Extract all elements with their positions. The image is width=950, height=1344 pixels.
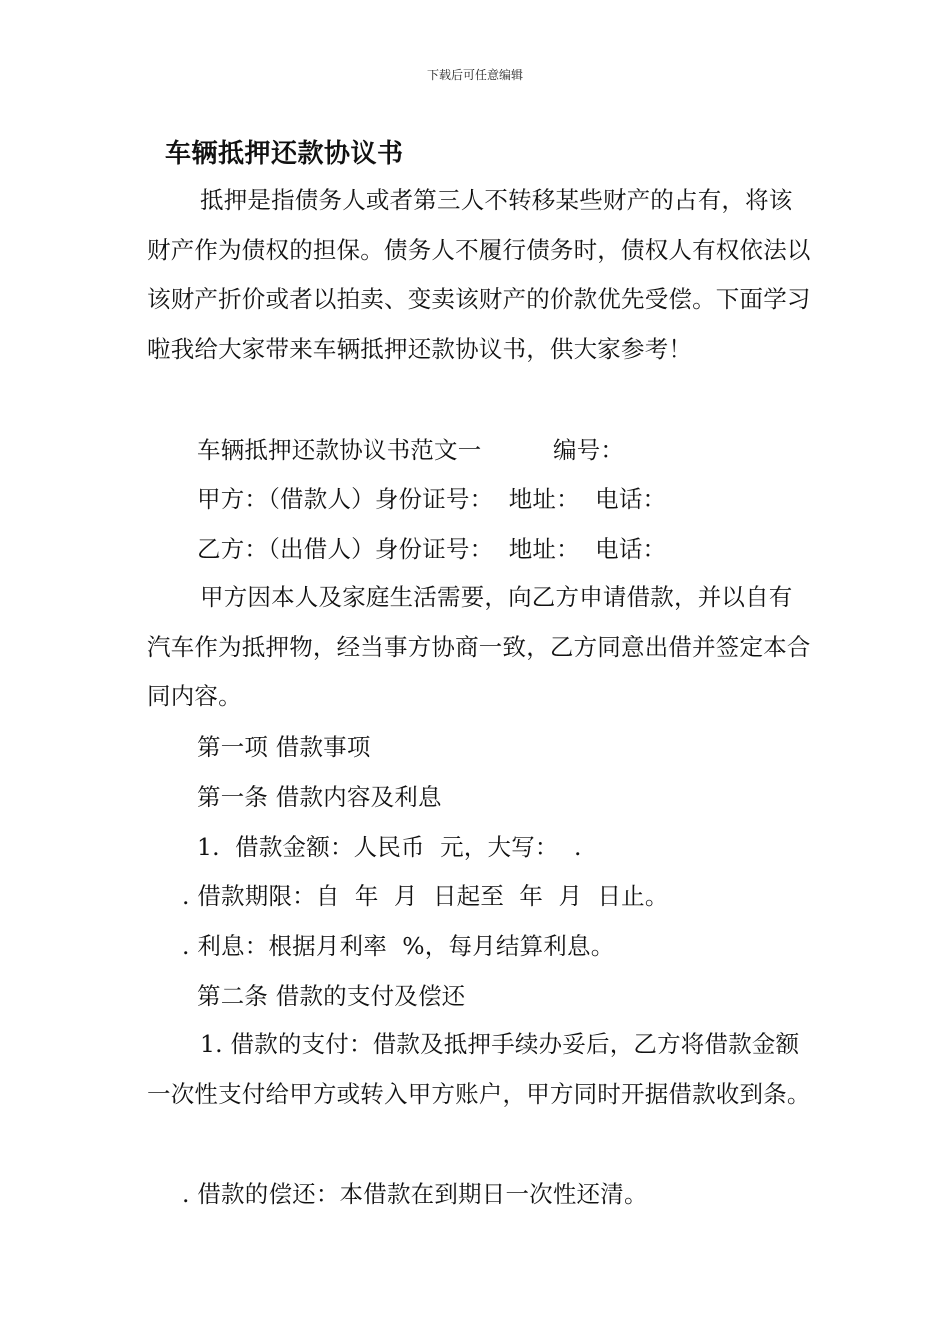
article-2-heading: 第二条 借款的支付及偿还 <box>197 982 466 1010</box>
section-1-heading: 第一项 借款事项 <box>197 733 371 761</box>
item-repayment: . 借款的偿还：本借款在到期日一次性还清。 <box>182 1180 648 1208</box>
number-label: 编号： <box>553 436 625 464</box>
party-b-line: 乙方：（出借人）身份证号： 地址： 电话： <box>197 535 667 563</box>
preamble-paragraph: 甲方因本人及家庭生活需要，向乙方申请借款，并以自有汽车作为抵押物，经当事方协商一致，乙方同意出借并签定本合同内容。 <box>147 583 811 710</box>
item-interest: . 利息：根据月利率 %，每月结算利息。 <box>182 932 615 960</box>
intro-paragraph: 抵押是指债务人或者第三人不转移某些财产的占有，将该财产作为债权的担保。债务人不履行债务时，债权人有权依法以该财产折价或者以拍卖、变卖该财产的价款优先受偿。下面学习啦我给大家带来车辆抵押还款协议书，供大家参考！ <box>147 186 811 363</box>
article-1-heading: 第一条 借款内容及利息 <box>197 783 442 811</box>
item-loan-term: . 借款期限：自 年 月 日起至 年 月 日止。 <box>182 882 669 910</box>
header-note: 下载后可任意编辑 <box>426 68 523 82</box>
party-a-line: 甲方：（借款人）身份证号： 地址： 电话： <box>197 485 667 513</box>
item-payment-paragraph: 1. 借款的支付：借款及抵押手续办妥后，乙方将借款金额一次性支付给甲方或转入甲方账户，甲方同时开据借款收到条。 <box>147 1030 811 1108</box>
item-loan-amount: 1. 借款金额：人民币 元，大写： . <box>197 833 582 861</box>
document-title: 车辆抵押还款协议书 <box>165 139 404 169</box>
sample-heading: 车辆抵押还款协议书范文一 <box>197 436 482 464</box>
